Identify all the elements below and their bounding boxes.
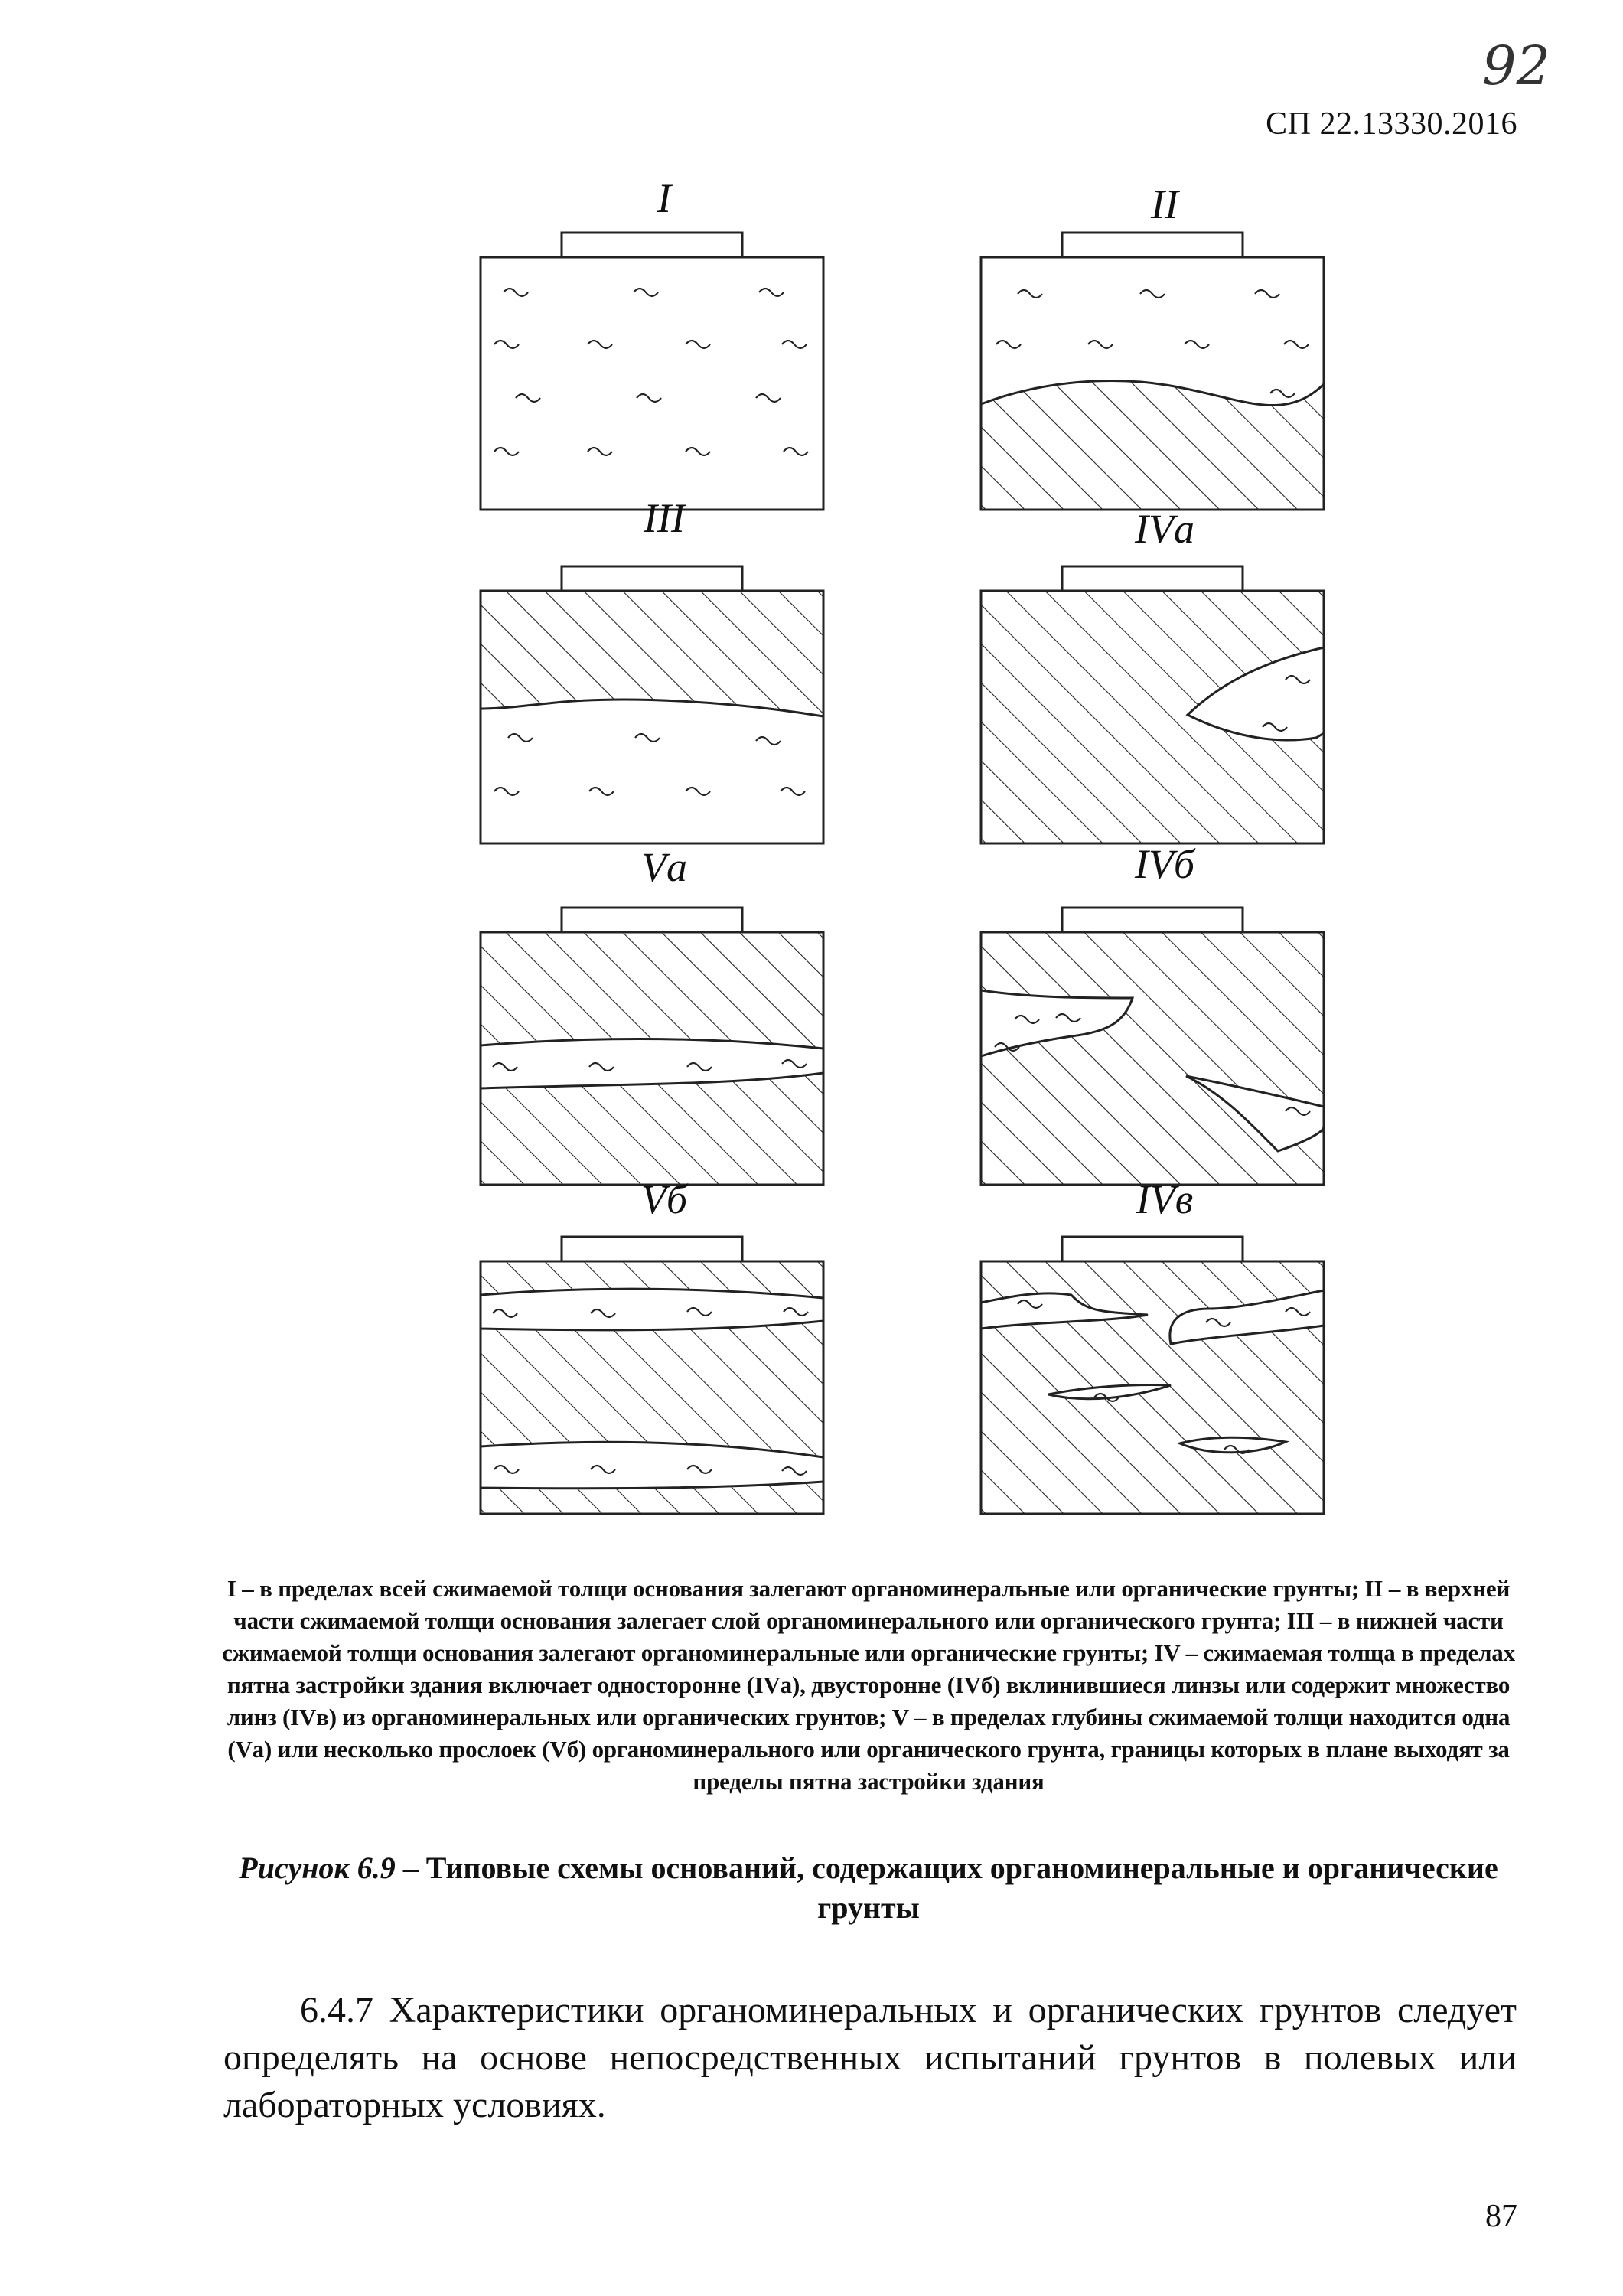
soil-diagram-Va	[479, 906, 825, 1186]
body-paragraph	[223, 1987, 1517, 2129]
soil-diagram-IVb	[979, 906, 1325, 1186]
svg-text:92: 92	[1482, 34, 1551, 97]
document-code: СП 22.13330.2016	[1266, 106, 1517, 142]
panel-label-III: III	[644, 495, 685, 541]
paragraph-6-4-7: 6.4.7 Характеристики органоминеральных и органических грунтов следует определять на основе непосредственных испытаний грунтов в полевых или лабораторных условиях.	[223, 1990, 1517, 2125]
panel-label-IVb: IVб	[1134, 841, 1195, 887]
panel-label-I: I	[657, 175, 671, 221]
figure-legend: I – в пределах всей сжимаемой толщи основания залегают органоминеральные или органические грунты; II – в верхней части сжимаемой толщи основания залегает слой органоминерального или органического грунта; III – в нижней части сжимаемой толщи основания залегают органоминеральные или органические грунты; IV – сжимаемая толща в пределах пятна застройки здания включает односторонне (IVа), двусторонне (IVб) вклинившиеся линзы или содержит множество линз (IVв) из органоминеральных или органических грунтов; V – в пределах глубины сжимаемой толщи находится одна (Vа) или несколько прослоек (Vб) органоминерального или органического грунта, границы которых в плане выходят за пределы пятна застройки здания	[222, 1575, 1515, 1795]
soil-diagram-I	[479, 231, 825, 511]
panel-label-Va: Vа	[641, 844, 687, 890]
soil-diagram-IVv	[979, 1235, 1325, 1515]
panel-label-IVv: IVв	[1136, 1176, 1194, 1222]
panel-label-II: II	[1151, 181, 1178, 227]
soil-diagram-II	[979, 231, 1325, 511]
panel-label-Vb: Vб	[640, 1176, 688, 1222]
panel-label-IVa: IVа	[1135, 506, 1194, 552]
figure-caption-number: Рисунок 6.9	[239, 1851, 396, 1885]
soil-diagram-III	[479, 565, 825, 845]
handwritten-page-number	[1478, 31, 1570, 99]
figure-caption-text: – Типовые схемы оснований, содержащих органоминеральные и органические грунты	[395, 1851, 1498, 1925]
figure-caption	[222, 1848, 1515, 1928]
soil-diagram-IVa	[979, 565, 1325, 845]
soil-diagram-Vb	[479, 1235, 825, 1515]
page-number: 87	[1485, 2199, 1517, 2234]
